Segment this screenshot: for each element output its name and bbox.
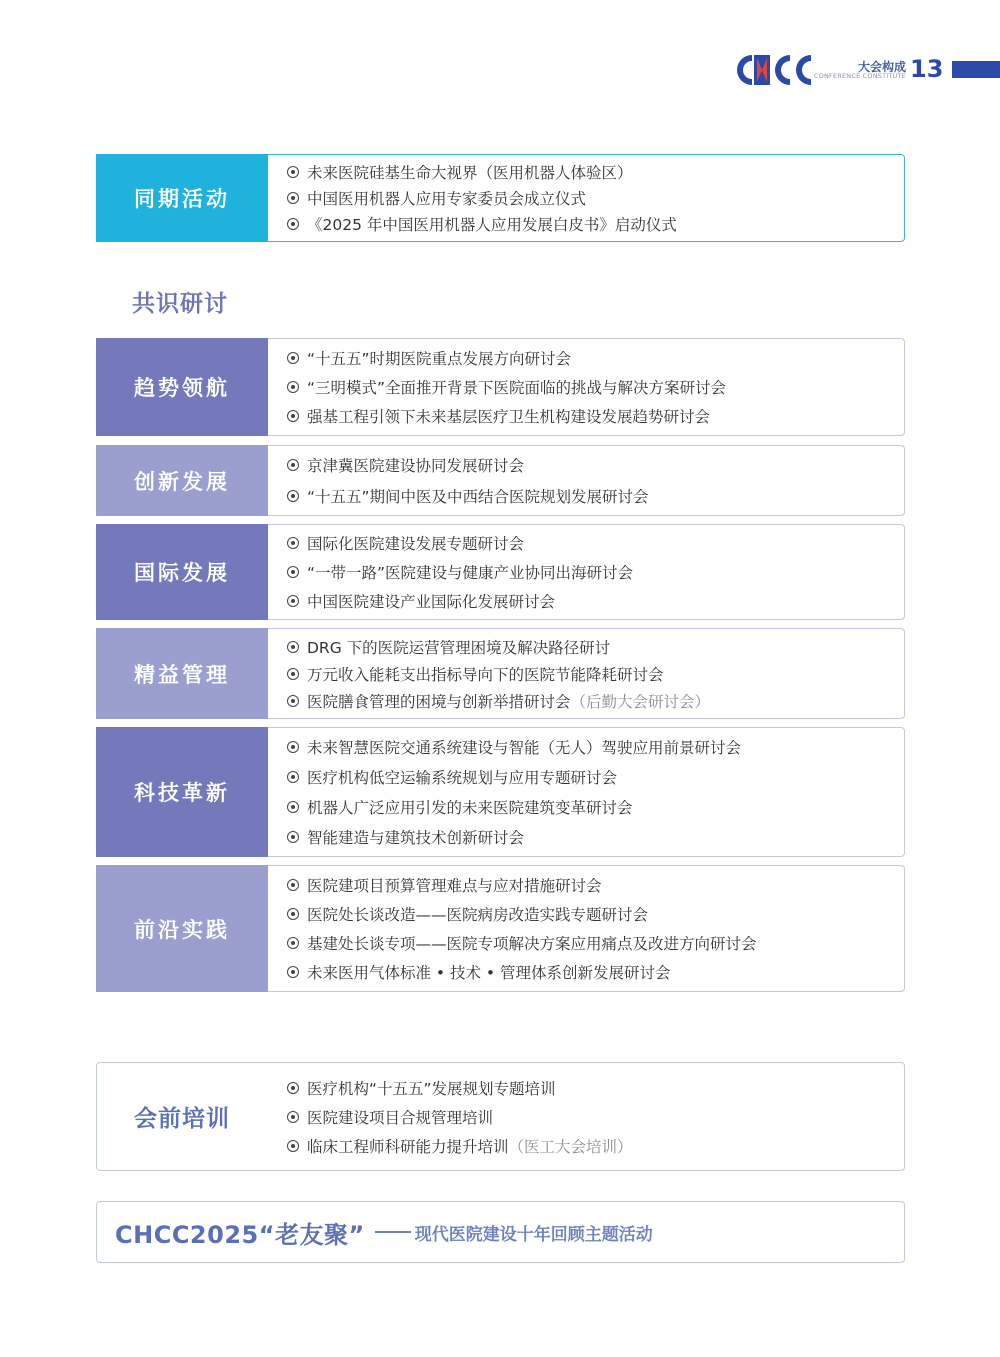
list-item: 中国医院建设产业国际化发展研讨会 [287, 590, 894, 612]
list-item: 未来医用气体标准 • 技术 • 管理体系创新发展研讨会 [287, 961, 894, 983]
parallel-activities-label: 同期活动 [96, 154, 268, 242]
bullet-icon [287, 831, 299, 843]
group-label: 国际发展 [96, 524, 268, 620]
group-label: 精益管理 [96, 628, 268, 719]
list-item: 《2025 年中国医用机器人应用发展白皮书》启动仪式 [287, 213, 894, 235]
training-label: 会前培训 [134, 1106, 230, 1132]
list-item: “三明模式”全面推开背景下医院面临的挑战与解决方案研讨会 [287, 376, 894, 398]
group-items [287, 866, 894, 991]
bullet-icon [287, 937, 299, 949]
list-item: 医疗机构“十五五”发展规划专题培训 [287, 1077, 894, 1099]
list-item: 医院建项目预算管理难点与应对措施研讨会 [287, 874, 894, 896]
list-item: 万元收入能耗支出指标导向下的医院节能降耗研讨会 [287, 663, 894, 685]
bullet-icon [287, 966, 299, 978]
list-item: “十五五”时期医院重点发展方向研讨会 [287, 347, 894, 369]
bullet-icon [287, 801, 299, 813]
list-item: 医院膳食管理的困境与创新举措研讨会 （后勤大会研讨会） [287, 690, 894, 712]
group-items [287, 728, 894, 856]
group-label: 趋势领航 [96, 338, 268, 436]
bullet-icon [287, 595, 299, 607]
chcc-reunion-title: CHCC2025“老友聚” [115, 1220, 365, 1249]
list-item: 机器人广泛应用引发的未来医院建筑变革研讨会 [287, 796, 894, 818]
list-item: “一带一路”医院建设与健康产业协同出海研讨会 [287, 561, 894, 583]
chcc-reunion-subtitle-wrap [375, 1220, 653, 1245]
pre-conference-training-block [96, 1062, 905, 1171]
list-item: 医院建设项目合规管理培训 [287, 1106, 894, 1128]
list-item: 中国医用机器人应用专家委员会成立仪式 [287, 187, 894, 209]
bullet-icon [287, 741, 299, 753]
consensus-group-innovation [96, 445, 905, 516]
group-items [287, 446, 894, 515]
bullet-icon [287, 459, 299, 471]
list-item: 临床工程师科研能力提升培训 （医工大会培训） [287, 1135, 894, 1157]
parallel-activities-list [287, 155, 894, 241]
bullet-icon [287, 192, 299, 204]
bullet-icon [287, 641, 299, 653]
group-label: 科技革新 [96, 727, 268, 857]
item-note: （后勤大会研讨会） [570, 692, 711, 711]
bullet-icon [287, 695, 299, 707]
list-item: 医院处长谈改造——医院病房改造实践专题研讨会 [287, 903, 894, 925]
list-item: 基建处长谈专项——医院专项解决方案应用痛点及改进方向研讨会 [287, 932, 894, 954]
chcc-logo [735, 54, 813, 86]
bullet-icon [287, 1111, 299, 1123]
group-items [287, 339, 894, 435]
bullet-icon [287, 381, 299, 393]
list-item: 未来医院硅基生命大视界（医用机器人体验区） [287, 161, 894, 183]
bullet-icon [287, 352, 299, 364]
bullet-icon [287, 218, 299, 230]
consensus-group-frontier-practice [96, 865, 905, 992]
parallel-activities-block [96, 154, 905, 242]
header-title: 大会构成 [857, 60, 906, 74]
list-item: 强基工程引领下未来基层医疗卫生机构建设发展趋势研讨会 [287, 405, 894, 427]
list-item: 京津冀医院建设协同发展研讨会 [287, 454, 894, 476]
list-item: 医疗机构低空运输系统规划与应用专题研讨会 [287, 766, 894, 788]
consensus-group-lean-management [96, 628, 905, 719]
group-items [287, 629, 894, 718]
bullet-icon [287, 537, 299, 549]
page-number: 13 [910, 55, 944, 83]
consensus-group-international [96, 524, 905, 620]
bullet-icon [287, 908, 299, 920]
bullet-icon [287, 668, 299, 680]
header-subtitle: CONFERENCE CONSTITUTE [813, 72, 906, 80]
list-item: 国际化医院建设发展专题研讨会 [287, 532, 894, 554]
list-item: 未来智慧医院交通系统建设与智能（无人）驾驶应用前景研讨会 [287, 736, 894, 758]
bullet-icon [287, 166, 299, 178]
bullet-icon [287, 771, 299, 783]
bullet-icon [287, 490, 299, 502]
group-label: 创新发展 [96, 445, 268, 516]
page-number-bar [952, 61, 1000, 78]
item-note: （医工大会培训） [508, 1137, 633, 1156]
group-items [287, 525, 894, 619]
group-label: 前沿实践 [96, 865, 268, 992]
bullet-icon [287, 566, 299, 578]
dash-divider [375, 1231, 411, 1233]
bullet-icon [287, 879, 299, 891]
list-item: DRG 下的医院运营管理困境及解决路径研讨 [287, 636, 894, 658]
chcc-reunion-subtitle: 现代医院建设十年回顾主题活动 [414, 1224, 653, 1245]
list-item: 智能建造与建筑技术创新研讨会 [287, 826, 894, 848]
bullet-icon [287, 410, 299, 422]
consensus-group-trend [96, 338, 905, 436]
training-items [287, 1063, 894, 1170]
bullet-icon [287, 1140, 299, 1152]
consensus-group-tech-innovation [96, 727, 905, 857]
section-title-consensus: 共识研讨 [132, 291, 228, 317]
list-item: “十五五”期间中医及中西结合医院规划发展研讨会 [287, 485, 894, 507]
chcc-reunion-block [96, 1201, 905, 1263]
bullet-icon [287, 1082, 299, 1094]
